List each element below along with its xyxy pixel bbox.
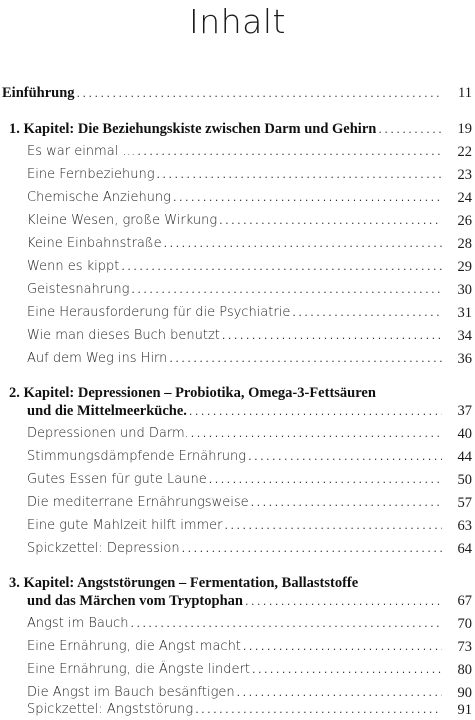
toc-leader-dots [248, 447, 442, 467]
toc-entry[interactable] [27, 637, 472, 657]
toc-leader-dots [157, 165, 442, 185]
toc-leader-dots [182, 539, 442, 559]
toc-chapter-2-title-line1[interactable]: 2. Kapitel: Depressionen – Probiotika, Omega-3-Fettsäuren [9, 385, 376, 401]
toc-chapter-2[interactable] [27, 401, 472, 421]
toc-page-number: 28 [457, 236, 472, 252]
toc-entry-title: Gutes Essen für gute Laune [27, 472, 207, 487]
toc-page-number: 67 [457, 593, 472, 609]
toc-leader-dots [77, 84, 442, 104]
toc-entry[interactable] [27, 700, 472, 720]
toc-page-number: 29 [457, 259, 472, 275]
toc-leader-dots [243, 637, 442, 657]
toc-chapter-title: und die Mittelmeerküche. [27, 403, 187, 419]
toc-leader-dots [137, 142, 442, 162]
toc-entry[interactable] [27, 303, 472, 323]
toc-chapter-title: 1. Kapitel: Die Beziehungskiste zwischen Darm und Gehirn [9, 121, 377, 137]
toc-chapter-title: und das Märchen vom Tryptophan [27, 593, 243, 609]
toc-entry-title: Die mediterrane Ernährungsweise [27, 495, 249, 510]
toc-page-number: 80 [457, 662, 472, 678]
toc-page-number: 24 [457, 190, 472, 206]
toc-entry-title: Chemische Anziehung [27, 190, 171, 205]
toc-page-number: 31 [457, 305, 472, 321]
toc-entry-intro[interactable] [2, 83, 472, 103]
toc-page-number: 23 [457, 167, 472, 183]
toc-leader-dots [189, 402, 442, 422]
toc-entry-title: Eine Fernbeziehung [27, 167, 155, 182]
toc-page-number: 26 [457, 213, 472, 229]
toc-entry-title: Eine Ernährung, die Angst macht [27, 639, 241, 654]
toc-leader-dots [121, 257, 442, 277]
toc-leader-dots [195, 700, 442, 720]
toc-entry[interactable] [27, 660, 472, 680]
toc-page-number: 63 [457, 518, 472, 534]
toc-leader-dots [131, 280, 442, 300]
toc-entry-title: Angst im Bauch [27, 616, 129, 631]
toc-entry[interactable] [27, 257, 472, 277]
toc-entry-title: Wie man dieses Buch benutzt [27, 328, 220, 343]
toc-chapter-3-title-line1[interactable]: 3. Kapitel: Angststörungen – Fermentation, Ballaststoffe [9, 575, 359, 591]
toc-page-number: 44 [457, 449, 472, 465]
toc-leader-dots [378, 120, 442, 140]
toc-entry[interactable] [27, 188, 472, 208]
toc-entry[interactable] [27, 326, 472, 346]
toc-entry[interactable] [27, 165, 472, 185]
toc-page-number: 91 [457, 702, 472, 718]
toc-entry[interactable] [27, 211, 472, 231]
toc-page-number: 90 [457, 685, 472, 701]
toc-leader-dots [209, 470, 442, 490]
toc-entry-title: Die Angst im Bauch besänftigen [27, 685, 235, 700]
toc-page-number: 57 [457, 495, 472, 511]
toc-page-number: 22 [457, 144, 472, 160]
toc-entry[interactable] [27, 516, 472, 536]
toc-entry-title: Wenn es kippt [27, 259, 120, 274]
toc-page-number: 64 [457, 541, 472, 557]
toc-page-number: 40 [457, 426, 472, 442]
toc-entry[interactable] [27, 142, 472, 162]
toc-chapter-3[interactable] [27, 591, 472, 611]
toc-entry-title: Spickzettel: Angststörung [27, 702, 194, 717]
toc-entry[interactable] [27, 493, 472, 513]
toc-leader-dots [173, 188, 442, 208]
toc-entry[interactable] [27, 234, 472, 254]
toc-leader-dots [164, 234, 442, 254]
toc-entry-title: Keine Einbahnstraße [27, 236, 162, 251]
toc-leader-dots [169, 349, 442, 369]
toc-entry-title: Eine gute Mahlzeit hilft immer [27, 518, 223, 533]
toc-entry[interactable] [27, 470, 472, 490]
toc-leader-dots [292, 303, 442, 323]
toc-page-number: 73 [457, 639, 472, 655]
toc-entry-title: Depressionen und Darm. [27, 426, 189, 441]
toc-leader-dots [219, 211, 442, 231]
toc-entry-title: Eine Herausforderung für die Psychiatrie [27, 305, 291, 320]
toc-entry-title: Stimmungsdämpfende Ernährung [27, 449, 247, 464]
toc-page-number: 19 [457, 121, 472, 137]
toc-leader-dots [252, 660, 442, 680]
toc-entry-title: Eine Ernährung, die Ängste lindert [27, 662, 250, 677]
toc-entry-title: Spickzettel: Depression [27, 541, 180, 556]
toc-leader-dots [130, 614, 442, 634]
toc-entry-title: Auf dem Weg ins Hirn [27, 351, 168, 366]
toc-leader-dots [245, 592, 442, 612]
toc-page-number: 34 [457, 328, 472, 344]
toc-entry-title: Einführung [2, 85, 75, 101]
toc-entry[interactable] [27, 349, 472, 369]
toc-page-number: 30 [457, 282, 472, 298]
toc-leader-dots [191, 424, 442, 444]
toc-page-number: 70 [457, 616, 472, 632]
toc-chapter-1[interactable] [9, 119, 472, 139]
toc-page-number: 36 [457, 351, 472, 367]
page-title: Inhalt [189, 2, 286, 41]
toc-entry-title: Es war einmal … [27, 144, 136, 159]
toc-entry-title: Kleine Wesen, große Wirkung [27, 213, 218, 228]
toc-entry[interactable] [27, 447, 472, 467]
toc-entry[interactable] [27, 539, 472, 559]
toc-page-number: 37 [457, 403, 472, 419]
toc-page-number: 11 [458, 85, 472, 101]
toc-entry[interactable] [27, 614, 472, 634]
toc-entry[interactable] [27, 424, 472, 444]
toc-entry[interactable] [27, 280, 472, 300]
toc-leader-dots [224, 516, 442, 536]
toc-leader-dots [222, 326, 442, 346]
toc-entry-title: Geistesnahrung [27, 282, 130, 297]
toc-leader-dots [251, 493, 442, 513]
toc-page-number: 50 [457, 472, 472, 488]
